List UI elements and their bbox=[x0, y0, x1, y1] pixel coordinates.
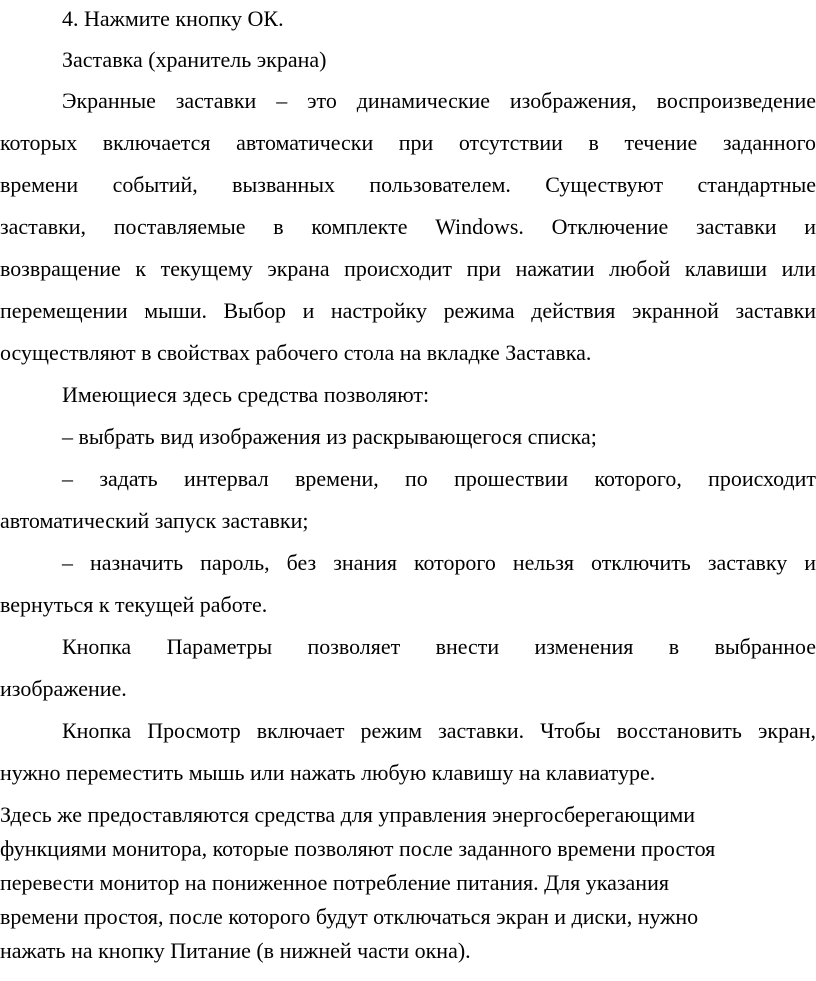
list-item: – назначить пароль, без знания которого нельзя отключить заставку и bbox=[62, 550, 816, 575]
list-item: – задать интервал времени, по прошествии которого, происходит bbox=[62, 466, 816, 491]
paragraph-line: которых включается автоматически при отсутствии в течение заданного bbox=[0, 130, 816, 155]
paragraph-line: возвращение к текущему экрана происходит при нажатии любой клавиши или bbox=[0, 256, 816, 281]
paragraph-line: перемещении мыши. Выбор и настройку режима действия экранной заставки bbox=[0, 298, 816, 323]
paragraph-line: заставки, поставляемые в комплекте Windows. Отключение заставки и bbox=[0, 214, 816, 239]
paragraph-line: перевести монитор на пониженное потребление питания. Для указания bbox=[0, 870, 669, 895]
section-heading: Заставка (хранитель экрана) bbox=[62, 47, 327, 72]
paragraph-line: времени событий, вызванных пользователем. Существуют стандартные bbox=[0, 172, 816, 197]
paragraph-line: Кнопка Параметры позволяет внести изменения в выбранное bbox=[62, 634, 816, 659]
paragraph-line: нажать на кнопку Питание (в нижней части окна). bbox=[0, 938, 471, 963]
list-item-continuation: автоматический запуск заставки; bbox=[0, 508, 309, 533]
step-4-text: 4. Нажмите кнопку ОК. bbox=[62, 6, 284, 31]
paragraph-line: Кнопка Просмотр включает режим заставки. Чтобы восстановить экран, bbox=[62, 718, 816, 743]
paragraph-line: изображение. bbox=[0, 676, 127, 701]
paragraph-line: Экранные заставки – это динамические изображения, воспроизведение bbox=[62, 88, 816, 113]
list-item: – выбрать вид изображения из раскрывающегося списка; bbox=[62, 424, 597, 449]
paragraph-line: осуществляют в свойствах рабочего стола на вкладке Заставка. bbox=[0, 340, 592, 365]
list-intro: Имеющиеся здесь средства позволяют: bbox=[62, 382, 430, 407]
paragraph-line: нужно переместить мышь или нажать любую клавишу на клавиатуре. bbox=[0, 760, 656, 785]
paragraph-line: времени простоя, после которого будут отключаться экран и диски, нужно bbox=[0, 904, 699, 929]
paragraph-line: функциями монитора, которые позволяют после заданного времени простоя bbox=[0, 836, 716, 861]
list-item-continuation: вернуться к текущей работе. bbox=[0, 592, 268, 617]
paragraph-line: Здесь же предоставляются средства для управления энергосберегающими bbox=[0, 802, 696, 827]
